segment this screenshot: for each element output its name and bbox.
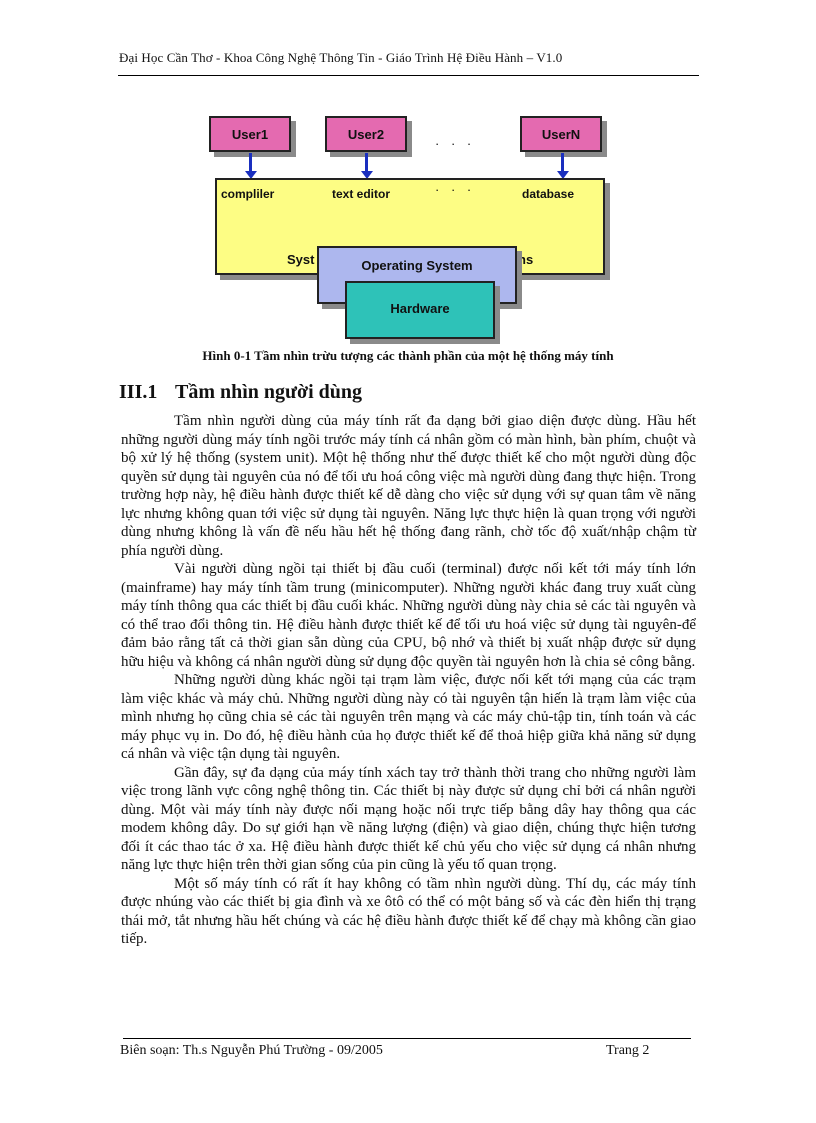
footer-page-number: Trang 2 [606, 1043, 650, 1058]
operating-system-label: Operating System [361, 258, 473, 273]
usern-label: UserN [541, 126, 581, 142]
figure-caption: Hình 0-1 Tầm nhìn trừu tượng các thành phần của một hệ thống máy tính [202, 348, 614, 363]
paragraph: Một số máy tính có rất ít hay không có tầm nhìn người dùng. Thí dụ, các máy tính được nhúng vào các thiết bị gia đình và xe ôtô có thể có một bảng số và các đèn hiển thị trạng thái mở, tắt nhưng hầu hết chúng và các hệ điều hành được thiết kế để chạy mà không cần giao tiếp. [121, 875, 696, 947]
app-text-editor: text editor [332, 187, 391, 201]
hardware-label: Hardware [390, 301, 450, 316]
section-number: III.1 [119, 381, 158, 403]
usern-arrow-line [561, 153, 564, 173]
paragraph: Những người dùng khác ngồi tại trạm làm việc, được nối kết tới mạng của các trạm làm việc khác và máy chủ. Những người dùng này có tài nguyên tận hiến là trạm làm việc của mình nhưng họ cũng chia sẻ các tài nguyên trên mạng và các máy chủ-tập tin, tính toán và các máy phục vụ in. Do đó, hệ điều hành của họ được thiết kế để thoả hiệp giữa khả năng sử dụng cá nhân và việc tận dụng tài nguyên. [121, 672, 696, 762]
paragraph: Vài người dùng ngồi tại thiết bị đầu cuối (terminal) được nối kết tới máy tính lớn (mainframe) hay máy tính tầm trung (minicomputer). Những người khác đang truy xuất cùng máy tính thông qua các thiết bị đầu cuối khác. Những người dùng này chia sẻ các tài nguyên và có thể trao đổi thông tin. Hệ điều hành được thiết kế để tối ưu hoá việc sử dụng tài nguyên-để đảm bảo rằng tất cả thời gian sẵn dùng của CPU, bộ nhớ và thiết bị xuất nhập được sử dụng hữu hiệu và không cá nhân người dùng sử dụng độc quyền tài nguyên hơn là chia sẻ công bằng. [121, 561, 696, 670]
user1-box [209, 116, 291, 152]
system-components-diagram [0, 0, 816, 340]
footer-author: Biên soạn: Th.s Nguyễn Phú Trường - 09/2005 [120, 1043, 383, 1058]
section-title: Tầm nhìn người dùng [175, 381, 363, 403]
user2-arrow-line [365, 153, 368, 173]
hardware-box [345, 281, 495, 339]
system-label-right: ns [518, 252, 534, 267]
paragraph: Gần đây, sự đa dạng của máy tính xách tay trở thành thời trang cho những người làm việc trong lãnh vực công nghệ thông tin. Các thiết bị này được sử dụng chỉ bởi cá nhân người dùng. Một vài máy tính này được nối mạng hoặc nối trực tiếp bằng dây hay thông qua các modem không dây. Do sự giới hạn về năng lượng (điện) và giao diện, chúng thực hiện tương đối ít các thao tác ở xa. Hệ điều hành được thiết kế chủ yếu cho việc sử dụng cá nhân nhưng năng lực thực hiện trên thời gian sống của pin cũng là yếu tố quan trọng. [121, 764, 696, 873]
user1-arrow-line [249, 153, 252, 173]
users-ellipsis: · · · [435, 136, 476, 151]
app-compiler: compliler [221, 187, 275, 201]
user2-label: User2 [347, 126, 385, 142]
paragraph: Tầm nhìn người dùng của máy tính rất đa dạng bởi giao diện được dùng. Hầu hết những người dùng máy tính ngồi trước máy tính cá nhân gồm có màn hình, bàn phím, chuột và bộ xử lý hệ thống (system unit). Một hệ thống như thế được thiết kế cho một người dùng độc quyền sử dụng tài nguyên của nó để tối ưu hoá công việc mà người dùng đang thực hiện. Trong trường hợp này, hệ điều hành được thiết kế dễ dàng cho việc sử dụng với sự quan tâm về năng lực nhưng không quan tới việc sử dụng tài nguyên. Năng lực thực hiện là quan trọng với người dùng nhưng không là vấn đề nếu hầu hết hệ thống đang rãnh, chờ tốc độ xuất/nhập chậm từ phía người dùng. [121, 413, 696, 559]
usern-box [520, 116, 602, 152]
body-text [121, 412, 696, 949]
user2-box [325, 116, 407, 152]
system-label-left: Syst [287, 252, 315, 267]
footer-divider [123, 1038, 691, 1039]
section-heading [119, 381, 362, 404]
app-database: database [522, 187, 575, 201]
apps-ellipsis: · · · [435, 182, 476, 197]
user1-label: User1 [231, 126, 269, 142]
page-header: Đại Học Cần Thơ - Khoa Công Nghệ Thông Tin - Giáo Trình Hệ Điều Hành – V1.0 [119, 50, 563, 65]
